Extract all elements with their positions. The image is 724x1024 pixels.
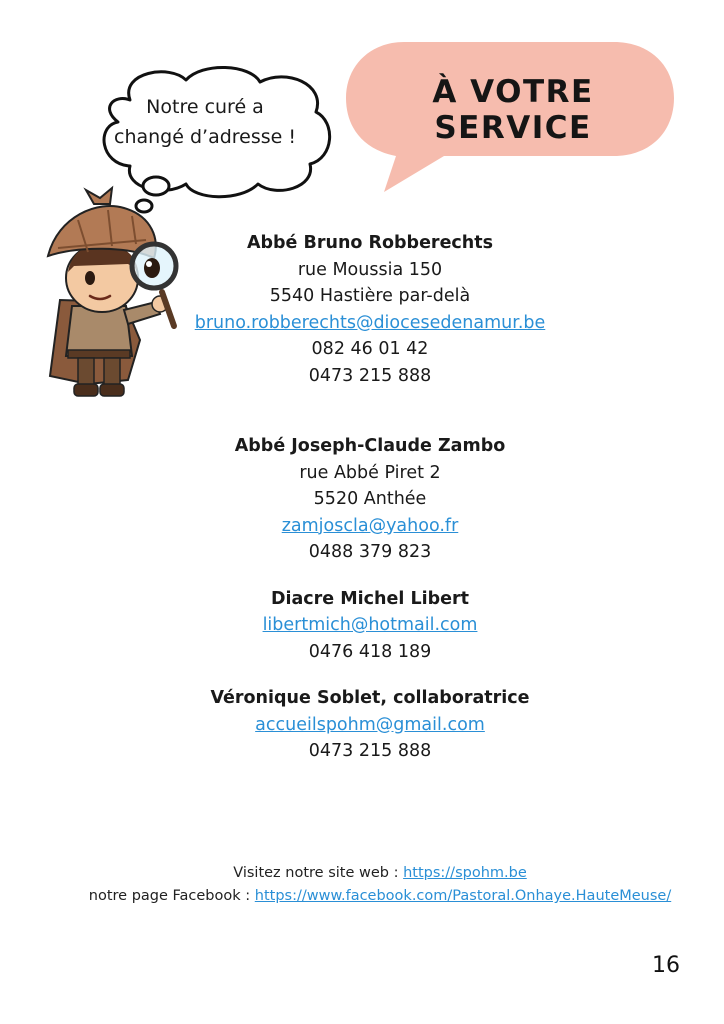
thought-bubble bbox=[90, 60, 338, 192]
contact-phone: 082 46 01 42 bbox=[311, 339, 429, 359]
contact-city: 5520 Anthée bbox=[313, 489, 427, 509]
website-link[interactable]: https://spohm.be bbox=[403, 865, 527, 881]
contact-name: Véronique Soblet, collaboratrice bbox=[210, 688, 530, 708]
thought-line-2: changé d’adresse ! bbox=[114, 126, 296, 148]
thought-line-1: Notre curé a bbox=[146, 96, 264, 118]
website-line bbox=[40, 862, 720, 885]
contact-street: rue Moussia 150 bbox=[297, 259, 443, 280]
contact-block bbox=[120, 586, 620, 666]
contact-email-link[interactable]: libertmich@hotmail.com bbox=[262, 615, 478, 635]
contact-name: Abbé Bruno Robberechts bbox=[246, 233, 494, 253]
facebook-label: notre page Facebook : bbox=[88, 888, 255, 904]
contact-phone: 0488 379 823 bbox=[308, 542, 432, 562]
contact-name: Abbé Joseph-Claude Zambo bbox=[234, 436, 506, 456]
contact-phone: 0473 215 888 bbox=[308, 741, 432, 761]
contact-street: rue Abbé Piret 2 bbox=[299, 462, 441, 483]
contact-list bbox=[120, 230, 620, 765]
facebook-link[interactable]: https://www.facebook.com/Pastoral.Onhaye.HauteMeuse/ bbox=[254, 888, 672, 904]
contact-block bbox=[120, 685, 620, 765]
contact-block bbox=[120, 433, 620, 566]
contact-email-link[interactable]: zamjoscla@yahoo.fr bbox=[281, 515, 459, 536]
contact-city: 5540 Hastière par-delà bbox=[269, 286, 471, 306]
contact-name: Diacre Michel Libert bbox=[270, 588, 470, 609]
page-number: 16 bbox=[652, 953, 680, 978]
speech-bubble bbox=[344, 40, 674, 196]
facebook-line bbox=[40, 885, 720, 908]
footer bbox=[40, 862, 720, 908]
contact-email-link[interactable]: accueilspohm@gmail.com bbox=[255, 714, 485, 735]
contact-phone: 0473 215 888 bbox=[308, 365, 432, 386]
contact-block bbox=[120, 230, 620, 389]
section-title: À VOTRE SERVICE bbox=[432, 74, 594, 146]
contact-phone: 0476 418 189 bbox=[308, 641, 432, 662]
website-label: Visitez notre site web : bbox=[233, 865, 404, 881]
thought-text bbox=[110, 92, 300, 152]
contact-email-link[interactable]: bruno.robberechts@diocesedenamur.be bbox=[194, 312, 546, 333]
